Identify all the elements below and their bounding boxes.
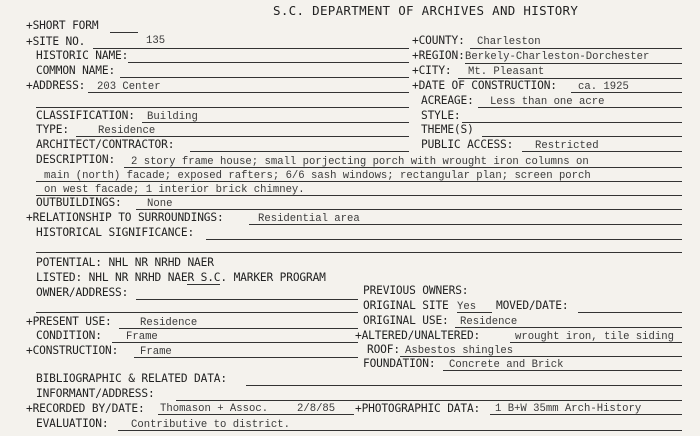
informant-label: INFORMANT/ADDRESS: bbox=[36, 387, 155, 400]
condition-label: CONDITION: bbox=[36, 329, 102, 342]
original-site-value: Yes bbox=[457, 301, 477, 313]
public-access-label: PUBLIC ACCESS: bbox=[421, 138, 514, 151]
public-access-line bbox=[522, 151, 682, 152]
address-value: 203 Center bbox=[97, 81, 161, 93]
description-rule-3 bbox=[36, 195, 682, 196]
classification-line bbox=[142, 122, 409, 123]
roof-value: Asbestos shingles bbox=[405, 345, 514, 357]
county-value: Charleston bbox=[477, 36, 541, 48]
owner-address-label: OWNER/ADDRESS: bbox=[36, 286, 129, 299]
recorded-by-label: +RECORDED BY/DATE: bbox=[26, 402, 145, 415]
bibliographic-line bbox=[246, 385, 682, 386]
altered-value: wrought iron, tile siding bbox=[515, 331, 674, 343]
common-name-label: COMMON NAME: bbox=[36, 64, 116, 77]
classification-label: CLASSIFICATION: bbox=[36, 109, 135, 122]
historic-name-label: HISTORIC NAME: bbox=[36, 49, 129, 62]
short-form-label: +SHORT FORM bbox=[26, 19, 99, 32]
address-second-line bbox=[36, 107, 409, 108]
construction-line bbox=[134, 357, 358, 358]
foundation-line bbox=[443, 370, 682, 371]
description-line-1: 2 story frame house; small porjecting porch with wrought iron columns on bbox=[131, 156, 589, 168]
foundation-label: FOUNDATION: bbox=[363, 357, 436, 370]
description-rule-1 bbox=[124, 167, 682, 168]
city-value: Mt. Pleasant bbox=[468, 66, 545, 78]
historic-name-line bbox=[128, 62, 409, 63]
present-use-label: +PRESENT USE: bbox=[26, 315, 112, 328]
owner-address-line-2 bbox=[36, 312, 358, 313]
construction-label: +CONSTRUCTION: bbox=[26, 344, 119, 357]
short-form-line bbox=[110, 32, 138, 33]
photographic-value: 1 B+W 35mm Arch-History bbox=[495, 403, 642, 415]
type-line bbox=[76, 136, 409, 137]
city-label: +CITY: bbox=[412, 64, 452, 77]
type-value: Residence bbox=[98, 125, 156, 137]
style-label: STYLE: bbox=[421, 109, 461, 122]
roof-label: ROOF: bbox=[367, 343, 400, 356]
type-label: TYPE: bbox=[36, 123, 69, 136]
page-title: S.C. DEPARTMENT OF ARCHIVES AND HISTORY bbox=[273, 3, 579, 18]
foundation-value: Concrete and Brick bbox=[449, 359, 564, 371]
date-of-construction-label: +DATE OF CONSTRUCTION: bbox=[412, 79, 557, 92]
description-rule-2 bbox=[36, 181, 682, 182]
acreage-value: Less than one acre bbox=[490, 96, 605, 108]
photographic-line bbox=[490, 414, 682, 415]
acreage-line bbox=[478, 107, 682, 108]
recorded-date-value: 2/8/85 bbox=[297, 403, 336, 415]
common-name-line bbox=[120, 77, 409, 78]
present-use-value: Residence bbox=[140, 317, 198, 329]
photographic-label: +PHOTOGRAPHIC DATA: bbox=[355, 402, 481, 415]
moved-date-line bbox=[578, 312, 682, 313]
outbuildings-line bbox=[136, 209, 682, 210]
region-line bbox=[465, 63, 682, 64]
region-label: +REGION: bbox=[412, 49, 465, 62]
original-site-line bbox=[457, 312, 492, 313]
style-line bbox=[462, 122, 682, 123]
original-use-value: Residence bbox=[460, 316, 518, 328]
original-site-label: ORIGINAL SITE bbox=[363, 299, 449, 312]
informant-line bbox=[176, 400, 682, 401]
nrhd-underline bbox=[187, 284, 220, 285]
listed-label: LISTED: NHL NR NRHD NAER S.C. MARKER PROGRAM bbox=[36, 271, 326, 284]
condition-line bbox=[112, 342, 358, 343]
historical-significance-label: HISTORICAL SIGNIFICANCE: bbox=[36, 226, 195, 239]
date-of-construction-line bbox=[571, 92, 682, 93]
evaluation-value: Contributive to district. bbox=[131, 419, 290, 431]
classification-value: Building bbox=[147, 111, 198, 123]
historical-significance-line-2 bbox=[36, 252, 682, 253]
address-line bbox=[88, 92, 409, 93]
present-use-line bbox=[119, 328, 358, 329]
previous-owners-label: PREVIOUS OWNERS: bbox=[363, 284, 469, 297]
bibliographic-label: BIBLIOGRAPHIC & RELATED DATA: bbox=[36, 372, 227, 385]
address-label: +ADDRESS: bbox=[26, 79, 86, 92]
evaluation-line bbox=[118, 430, 682, 431]
owner-address-line bbox=[136, 299, 358, 300]
county-line bbox=[470, 48, 682, 49]
relationship-label: +RELATIONSHIP TO SURROUNDINGS: bbox=[26, 211, 224, 224]
altered-label: +ALTERED/UNALTERED: bbox=[355, 329, 481, 342]
outbuildings-label: OUTBUILDINGS: bbox=[36, 196, 122, 209]
construction-value: Frame bbox=[140, 346, 172, 358]
potential-label: POTENTIAL: NHL NR NRHD NAER bbox=[36, 256, 214, 269]
acreage-label: ACREAGE: bbox=[421, 94, 474, 107]
theme-label: THEME(S) bbox=[421, 123, 474, 136]
region-value: Berkely-Charleston-Dorchester bbox=[465, 51, 650, 63]
description-label: DESCRIPTION: bbox=[36, 153, 116, 166]
original-use-line bbox=[455, 327, 682, 328]
historical-significance-line bbox=[206, 239, 682, 240]
moved-date-label: MOVED/DATE: bbox=[496, 299, 569, 312]
description-line-2: main (north) facade; exposed rafters; 6/6 sash windows; rectangular plan; screen porch bbox=[44, 170, 591, 182]
architect-line bbox=[190, 151, 409, 152]
evaluation-label: EVALUATION: bbox=[36, 417, 109, 430]
recorded-by-value: Thomason + Assoc. bbox=[160, 403, 269, 415]
architect-label: ARCHITECT/CONTRACTOR: bbox=[36, 138, 175, 151]
relationship-line bbox=[249, 224, 682, 225]
altered-line bbox=[510, 342, 682, 343]
recorded-by-line bbox=[158, 414, 354, 415]
condition-value: Frame bbox=[126, 331, 158, 343]
relationship-value: Residential area bbox=[258, 213, 360, 225]
outbuildings-value: None bbox=[147, 198, 173, 210]
site-no-line bbox=[93, 48, 409, 49]
original-use-label: ORIGINAL USE: bbox=[363, 314, 449, 327]
description-line-3: on west facade; 1 interior brick chimney. bbox=[44, 184, 305, 196]
theme-line bbox=[482, 136, 682, 137]
roof-line bbox=[400, 356, 682, 357]
site-no-value: 135 bbox=[146, 35, 166, 47]
date-of-construction-value: ca. 1925 bbox=[578, 81, 629, 93]
site-no-label: +SITE NO. bbox=[26, 35, 86, 48]
county-label: +COUNTY: bbox=[412, 34, 465, 47]
public-access-value: Restricted bbox=[535, 140, 599, 152]
